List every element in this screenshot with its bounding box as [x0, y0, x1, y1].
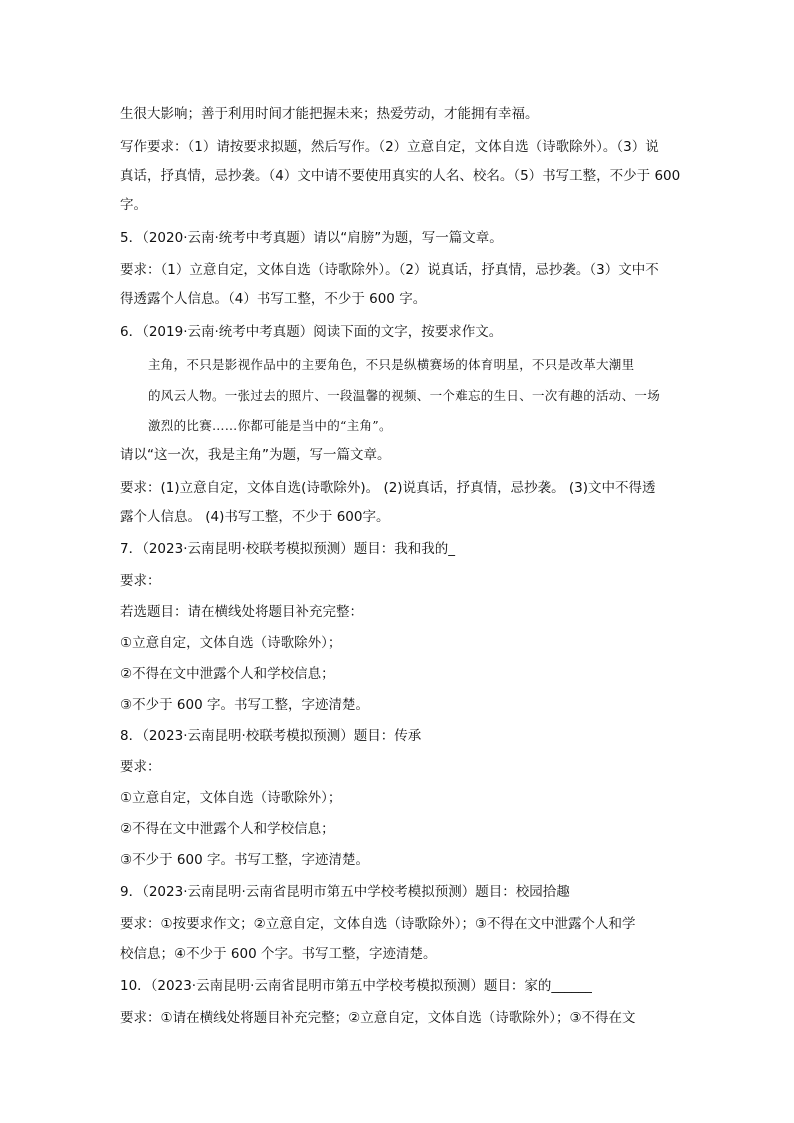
writing-requirements-line: 写作要求：（1）请按要求拟题，然后写作。（2）立意自定，文体自选（诗歌除外）。（3）说	[120, 139, 659, 155]
question-5-requirements: 要求：（1）立意自定，文体自选（诗歌除外）。（2）说真话，抒真情，忌抄袭。（3）文中不	[120, 262, 659, 278]
text-line: 生很大影响；善于利用时间才能把握未来；热爱劳动，才能拥有幸福。	[120, 106, 539, 122]
question-6-requirements: 要求：(1)立意自定，文体自选(诗歌除外)。 (2)说真话，抒真情，忌抄袭。 (3)文中不得透	[120, 480, 656, 496]
quoted-passage-line: 的风云人物。一张过去的照片、一段温馨的视频、一个难忘的生日、一次有趣的活动、一场	[148, 388, 661, 403]
question-9-requirements: 要求：①按要求作文；②立意自定，文体自选（诗歌除外）；③不得在文中泄露个人和学	[120, 916, 636, 932]
question-6-prompt: 请以“这一次，我是主角”为题，写一篇文章。	[120, 447, 391, 463]
requirement-item: ③不少于 600 字。书写工整，字迹清楚。	[120, 852, 369, 868]
requirement-item: ②不得在文中泄露个人和学校信息；	[120, 666, 335, 682]
requirement-item: ③不少于 600 字。书写工整，字迹清楚。	[120, 697, 369, 713]
requirement-item: ①立意自定，文体自选（诗歌除外）；	[120, 790, 342, 806]
requirement-item: ②不得在文中泄露个人和学校信息；	[120, 821, 335, 837]
text-line: 得透露个人信息。（4）书写工整，不少于 600 字。	[120, 291, 427, 307]
text-line: 真话，抒真情，忌抄袭。（4）文中请不要使用真实的人名、校名。（5）书写工整，不少于 600	[120, 168, 680, 184]
text-line: 字。	[120, 197, 147, 213]
quoted-passage-line: 激烈的比赛……你都可能是当中的“主角”。	[148, 418, 392, 433]
question-5-title: 5．（2020·云南·统考中考真题）请以“肩膀”为题，写一篇文章。	[120, 230, 503, 246]
question-9-title: 9．（2023·云南昆明·云南省昆明市第五中学校考模拟预测）题目：校园拾趣	[120, 884, 570, 900]
question-8-title: 8．（2023·云南昆明·校联考模拟预测）题目：传承	[120, 728, 422, 744]
requirements-label: 要求：	[120, 573, 161, 589]
requirements-label: 要求：	[120, 759, 161, 775]
quoted-passage-line: 主角，不只是影视作品中的主要角色，不只是纵横赛场的体育明星，不只是改革大潮里	[148, 357, 635, 372]
text-line: 露个人信息。 (4)书写工整，不少于 600字。	[120, 509, 390, 525]
question-6-title: 6．（2019·云南·统考中考真题）阅读下面的文字，按要求作文。	[120, 324, 503, 340]
text-line: 若选题目：请在横线处将题目补充完整：	[120, 604, 363, 620]
question-10-title: 10．（2023·云南昆明·云南省昆明市第五中学校考模拟预测）题目：家的______	[120, 978, 592, 994]
requirement-item: ①立意自定，文体自选（诗歌除外）；	[120, 635, 342, 651]
question-10-requirements: 要求：①请在横线处将题目补充完整；②立意自定，文体自选（诗歌除外）；③不得在文	[120, 1010, 636, 1026]
text-line: 校信息；④不少于 600 个字。书写工整，字迹清楚。	[120, 946, 437, 962]
question-7-title: 7．（2023·云南昆明·校联考模拟预测）题目：我和我的_	[120, 541, 456, 557]
